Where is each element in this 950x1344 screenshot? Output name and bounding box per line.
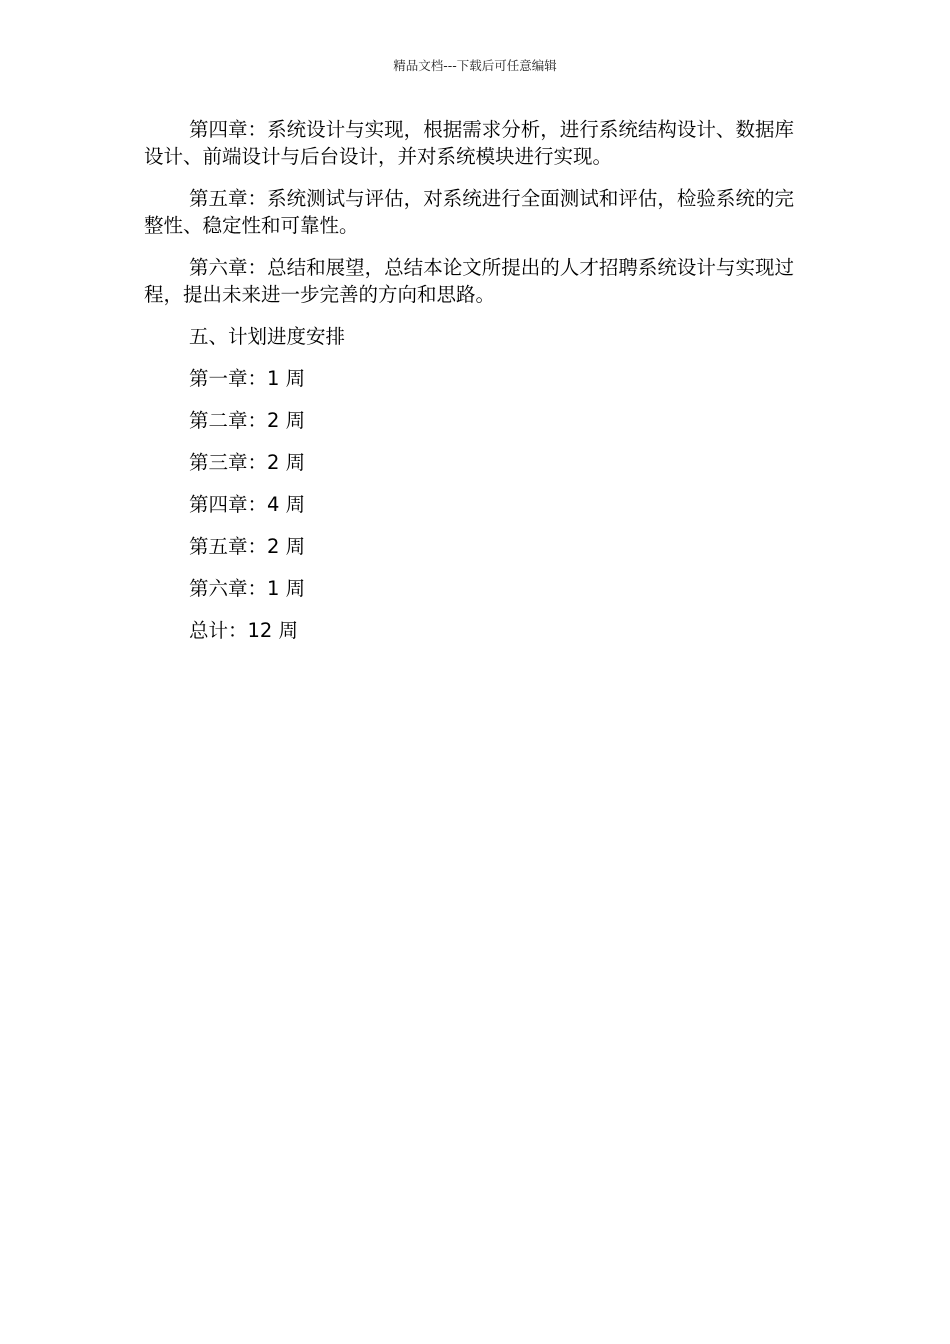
- schedule-item: 第一章：1 周: [189, 367, 306, 390]
- schedule-item: 第五章：2 周: [189, 535, 306, 558]
- section-heading: 五、计划进度安排: [189, 325, 346, 348]
- page-header: 精品文档---下载后可任意编辑: [393, 58, 557, 73]
- schedule-item: 第六章：1 周: [189, 577, 306, 600]
- chapter-4-description: 第四章：系统设计与实现，根据需求分析，进行系统结构设计、数据库设计、前端设计与后台设计，并对系统模块进行实现。: [144, 118, 794, 168]
- schedule-item: 第二章：2 周: [189, 409, 306, 432]
- schedule-item: 第三章：2 周: [189, 451, 306, 474]
- schedule-total: 总计：12 周: [189, 619, 299, 642]
- schedule-item: 第四章：4 周: [189, 493, 306, 516]
- chapter-5-description: 第五章：系统测试与评估，对系统进行全面测试和评估，检验系统的完整性、稳定性和可靠性。: [144, 187, 794, 237]
- chapter-6-description: 第六章：总结和展望，总结本论文所提出的人才招聘系统设计与实现过程，提出未来进一步完善的方向和思路。: [144, 256, 794, 306]
- document-body: [144, 116, 794, 659]
